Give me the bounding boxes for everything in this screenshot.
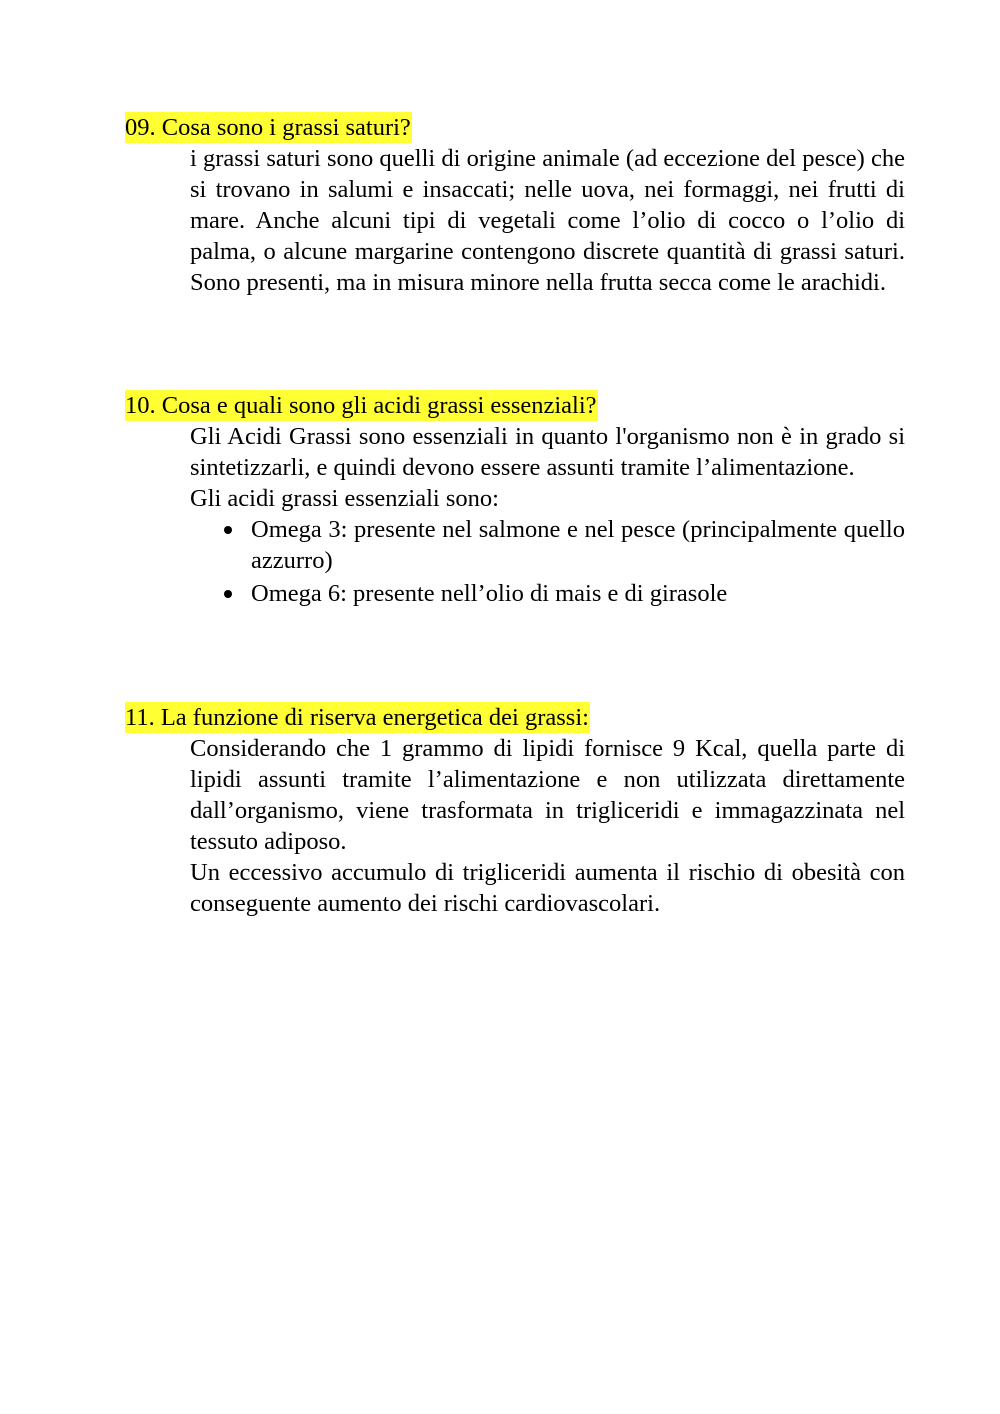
question-heading: 10. Cosa e quali sono gli acidi grassi essenziali? (125, 392, 597, 419)
section-energy-reserve (125, 702, 905, 919)
answer-body (190, 733, 905, 919)
section-saturated-fats (125, 112, 905, 298)
list-item (190, 514, 905, 576)
answer-paragraph: Considerando che 1 grammo di lipidi fornisce 9 Kcal, quella parte di lipidi assunti tramite l’alimentazione e non utilizzata direttamente dall’organismo, viene trasformata in trigliceridi e immagazzinata nel tessuto adiposo. (190, 735, 905, 855)
answer-paragraph: Gli acidi grassi essenziali sono: (190, 485, 499, 512)
list-item-text: Omega 3: presente nel salmone e nel pesce (principalmente quello azzurro) (251, 516, 905, 574)
answer-body (190, 421, 905, 609)
bullet-icon (224, 590, 232, 598)
list-item (190, 578, 905, 609)
answer-paragraph: Gli Acidi Grassi sono essenziali in quanto l'organismo non è in grado si sintetizzarli, e quindi devono essere assunti tramite l’alimentazione. (190, 423, 905, 481)
list-item-text: Omega 6: presente nell’olio di mais e di girasole (251, 580, 728, 607)
question-heading: 09. Cosa sono i grassi saturi? (125, 114, 411, 141)
answer-paragraph: Un eccessivo accumulo di trigliceridi aumenta il rischio di obesità con conseguente aumento dei rischi cardiovascolari. (190, 859, 905, 917)
section-essential-fatty-acids (125, 390, 905, 611)
bullet-list (190, 514, 905, 609)
question-heading: 11. La funzione di riserva energetica dei grassi: (125, 704, 589, 731)
bullet-icon (224, 526, 232, 534)
answer-paragraph: i grassi saturi sono quelli di origine animale (ad eccezione del pesce) che si trovano in salumi e insaccati; nelle uova, nei formaggi, nei frutti di mare. Anche alcuni tipi di vegetali come l’olio di cocco o l’olio di palma, o alcune margarine contengono discrete quantità di grassi saturi. Sono presenti, ma in misura minore nella frutta secca come le arachidi. (190, 145, 905, 296)
answer-body (190, 143, 905, 298)
